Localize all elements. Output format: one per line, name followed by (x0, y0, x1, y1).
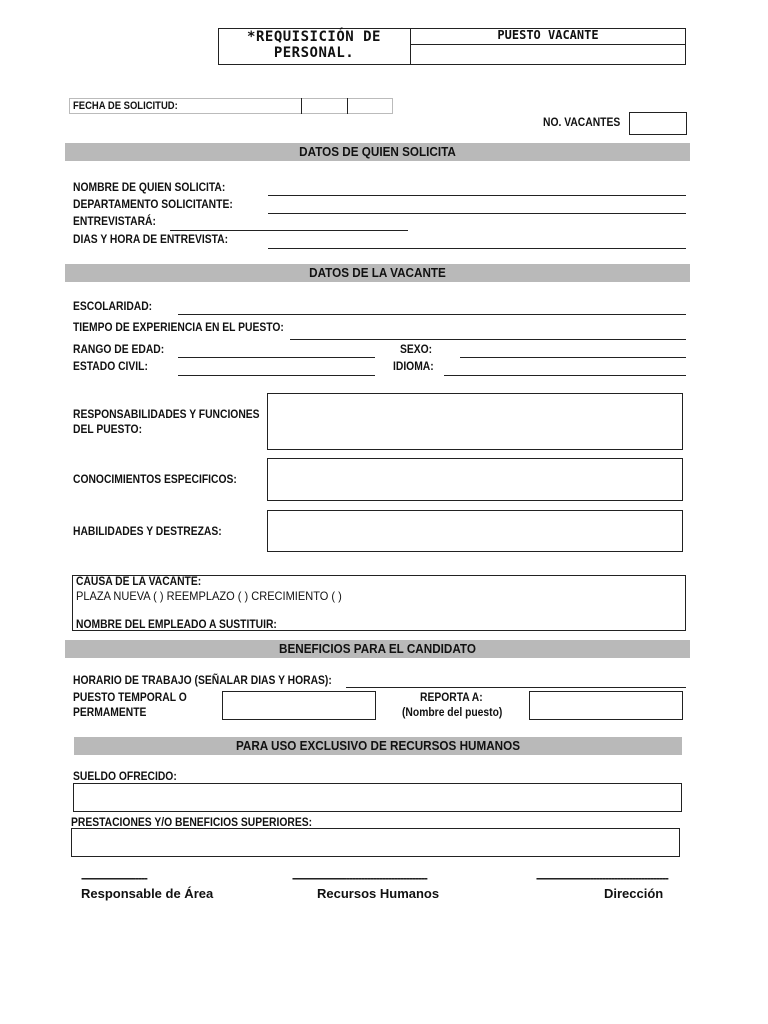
civil-status-label: ESTADO CIVIL: (73, 359, 148, 373)
age-label: RANGO DE EDAD: (73, 342, 165, 356)
schedule-line[interactable] (346, 687, 686, 688)
responsibilities-label-2: DEL PUESTO: (73, 422, 143, 436)
section-hr-title: PARA USO EXCLUSIVO DE RECURSOS HUMANOS (235, 738, 521, 753)
requester-line[interactable] (268, 195, 686, 196)
skills-label: HABILIDADES Y DESTREZAS: (73, 524, 222, 538)
responsibilities-label-1: RESPONSABILIDADES Y FUNCIONES (73, 407, 260, 421)
temporary-label-1: PUESTO TEMPORAL O (73, 690, 187, 704)
education-label: ESCOLARIDAD: (73, 299, 153, 313)
sex-line[interactable] (460, 357, 686, 358)
section-vacancy-header (65, 264, 690, 282)
signature-line-direction: -------------------------------------------- (536, 871, 668, 885)
section-requester-title: DATOS DE QUIEN SOLICITA (299, 144, 456, 159)
reports-to-label-2: (Nombre del puesto) (402, 705, 503, 719)
interview-line[interactable] (268, 248, 686, 249)
language-label: IDIOMA: (393, 359, 434, 373)
form-title: *REQUISICIÓN DE PERSONAL. (247, 29, 381, 61)
section-benefits-title: BENEFICIOS PARA EL CANDIDATO (279, 641, 476, 656)
vacancies-label: NO. VACANTES (543, 115, 621, 129)
education-line[interactable] (178, 314, 686, 315)
reports-to-box[interactable] (529, 691, 683, 720)
signature-line-hr: --------------------------------------------- (292, 871, 427, 885)
section-benefits-header (65, 640, 690, 658)
date-label: FECHA DE SOLICITUD: (73, 100, 178, 112)
signature-area-name: Responsable de Área (81, 886, 214, 901)
signature-line-area: ---------------------- (81, 871, 147, 885)
responsibilities-box[interactable] (267, 393, 683, 450)
reports-to-label-1: REPORTA A: (420, 690, 483, 704)
date-day-field[interactable] (302, 99, 346, 113)
section-hr-header (74, 737, 682, 755)
salary-label: SUELDO OFRECIDO: (73, 769, 177, 783)
department-line[interactable] (268, 213, 686, 214)
schedule-label: HORARIO DE TRABAJO (SEÑALAR DIAS Y HORAS): (73, 673, 332, 687)
section-requester-header (65, 143, 690, 161)
temporary-label-2: PERMAMENTE (73, 705, 147, 719)
date-month-field[interactable] (348, 99, 392, 113)
knowledge-box[interactable] (267, 458, 683, 501)
knowledge-label: CONOCIMIENTOS ESPECIFICOS: (73, 472, 237, 486)
vacancies-input[interactable] (629, 112, 687, 135)
age-line[interactable] (178, 357, 375, 358)
experience-line[interactable] (290, 339, 686, 340)
section-vacancy-title: DATOS DE LA VACANTE (309, 265, 446, 280)
sex-label: SEXO: (400, 342, 433, 356)
language-line[interactable] (444, 375, 686, 376)
temporary-box[interactable] (222, 691, 376, 720)
vacancy-label: PUESTO VACANTE (497, 28, 599, 42)
civil-status-line[interactable] (178, 375, 375, 376)
interviewer-label: ENTREVISTARÁ: (73, 214, 156, 228)
requester-label: NOMBRE DE QUIEN SOLICITA: (73, 180, 226, 194)
interview-label: DIAS Y HORA DE ENTREVISTA: (73, 232, 229, 246)
cause-title: CAUSA DE LA VACANTE: (76, 574, 202, 588)
interviewer-line[interactable] (170, 230, 408, 231)
vacancy-input[interactable] (411, 45, 685, 64)
skills-box[interactable] (267, 510, 683, 552)
benefits-box[interactable] (71, 828, 680, 857)
salary-box[interactable] (73, 783, 682, 812)
department-label: DEPARTAMENTO SOLICITANTE: (73, 197, 233, 211)
replace-employee-label: NOMBRE DEL EMPLEADO A SUSTITUIR: (76, 617, 277, 631)
signature-direction-name: Dirección (604, 886, 664, 901)
signature-hr-name: Recursos Humanos (317, 886, 440, 901)
benefits-label: PRESTACIONES Y/O BENEFICIOS SUPERIORES: (71, 815, 313, 829)
experience-label: TIEMPO DE EXPERIENCIA EN EL PUESTO: (73, 320, 284, 334)
cause-options[interactable]: PLAZA NUEVA ( ) REEMPLAZO ( ) CRECIMIENTO ( ) (76, 589, 342, 603)
